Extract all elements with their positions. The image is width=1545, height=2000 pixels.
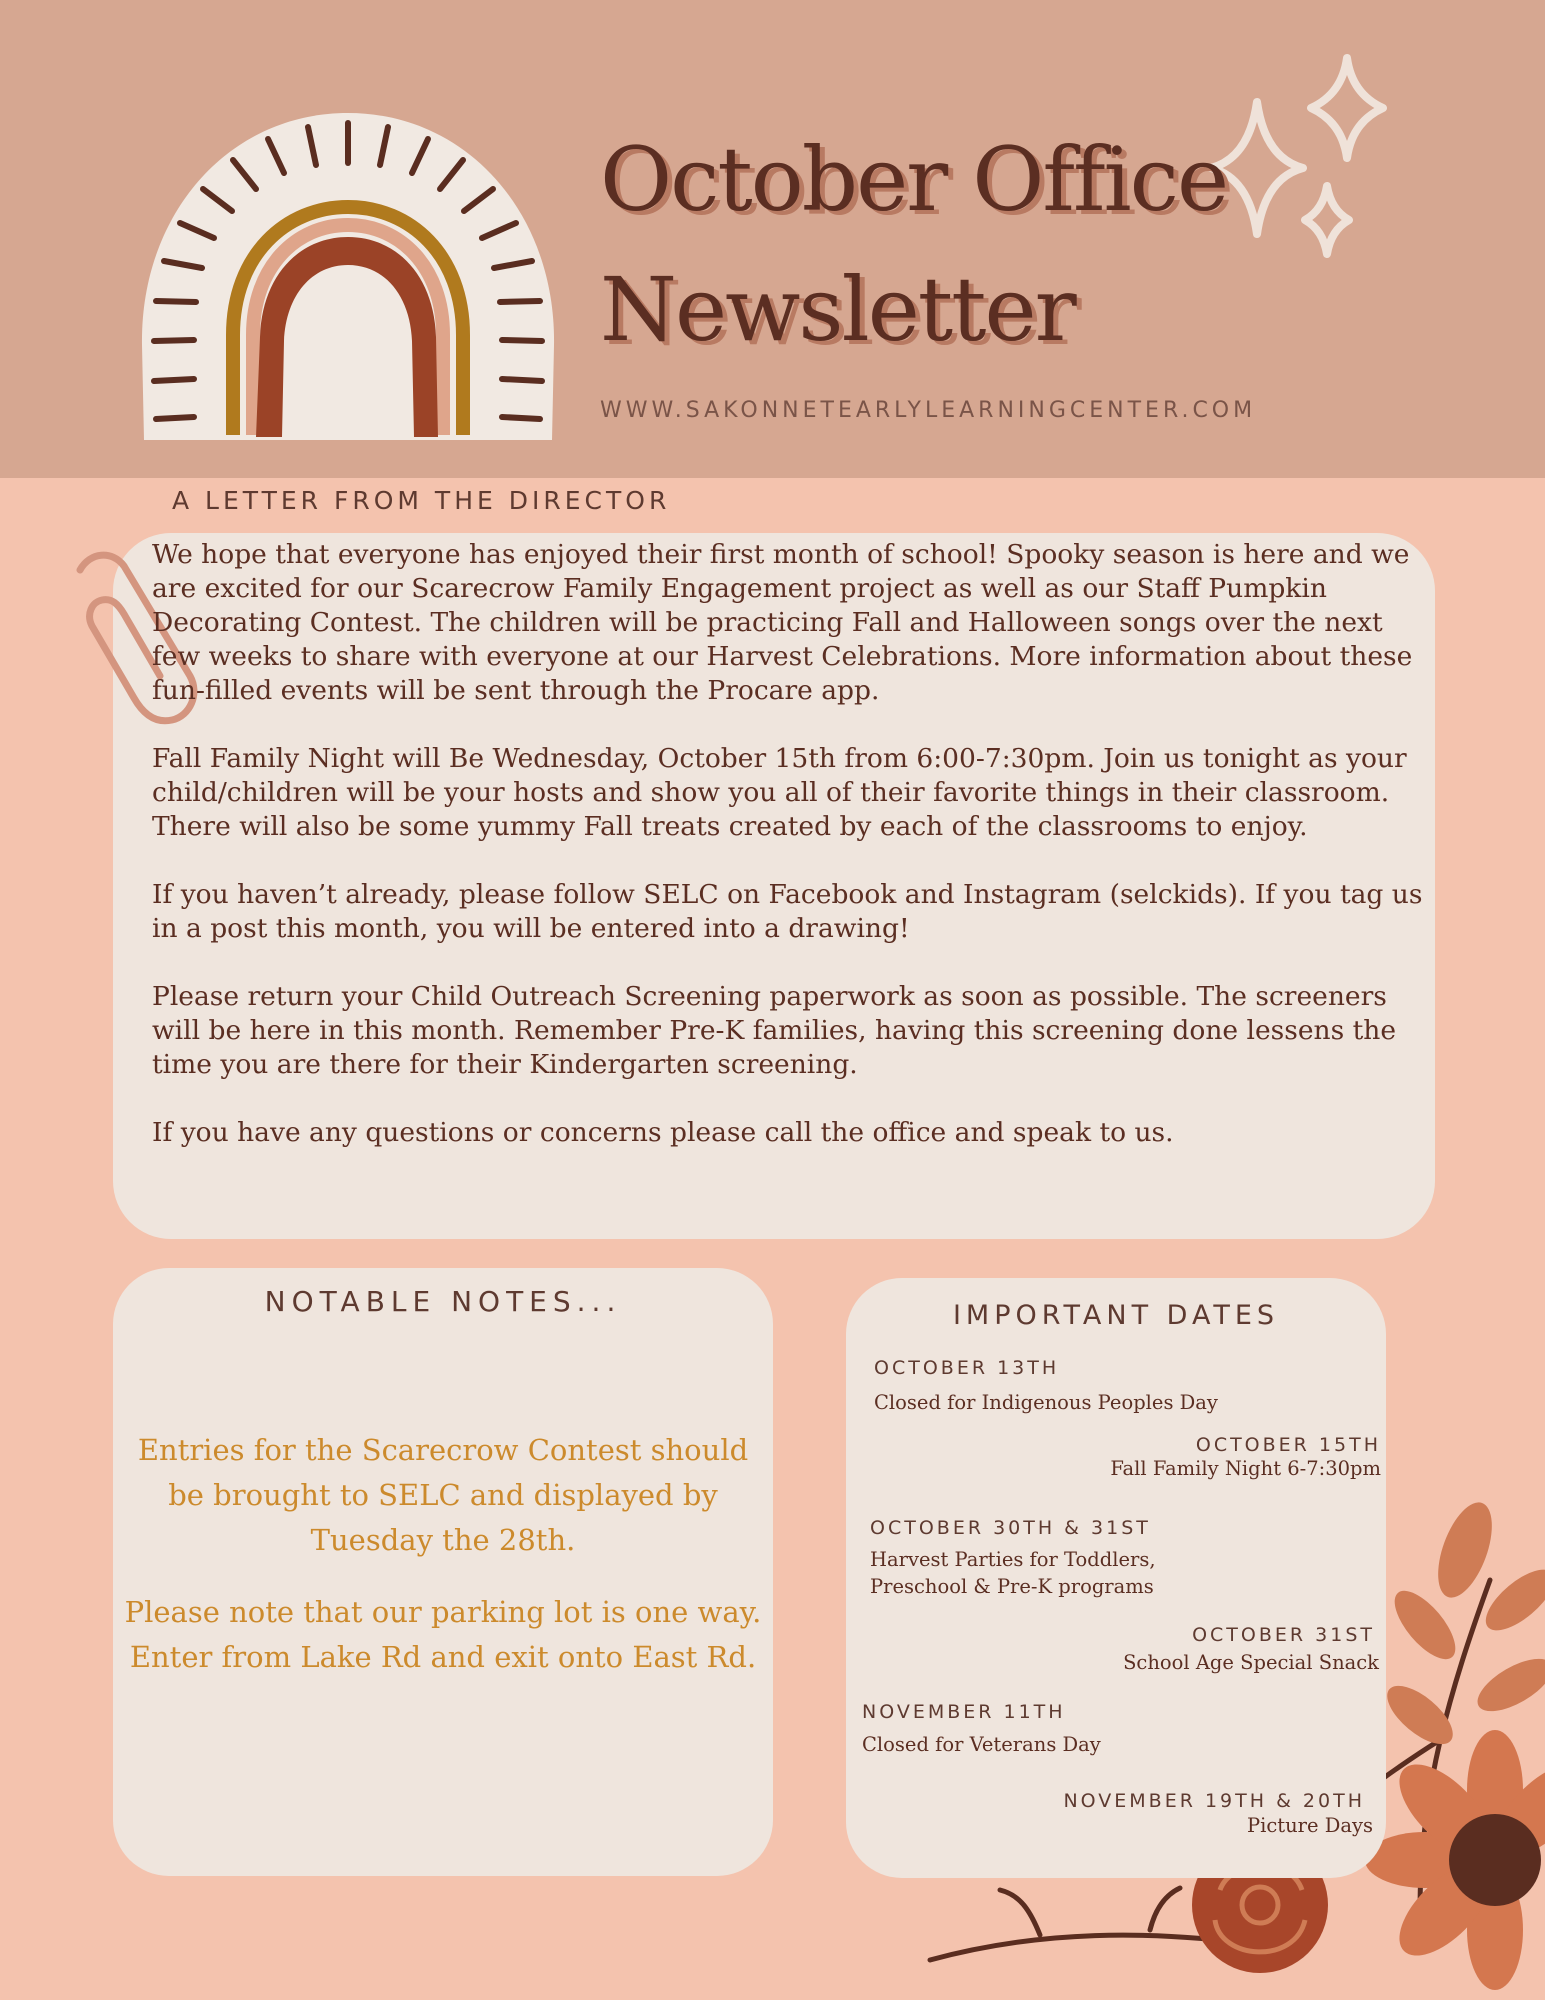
newsletter-title-line-2: Newsletter: [600, 258, 1075, 361]
date-label: OCTOBER 13TH: [874, 1357, 1060, 1379]
date-event: Closed for Veterans Day: [862, 1733, 1101, 1756]
letter-paragraph: If you haven’t already, please follow SELC on Facebook and Instagram (selckids). If you tag us in a post this month, you will be entered into a drawing!: [152, 879, 1423, 944]
note-item: Entries for the Scarecrow Contest should be brought to SELC and displayed by Tuesday the 28th.: [137, 1433, 749, 1557]
letter-paragraph: Please return your Child Outreach Screening paperwork as soon as possible. The screeners will be here in this month. Remember Pre-K families, having this screening done lessens the time you are there for their Kindergarten screening.: [152, 981, 1397, 1080]
newsletter-title-line-1: October Office: [600, 128, 1228, 231]
date-label: NOVEMBER 11TH: [862, 1701, 1066, 1723]
date-event: Fall Family Night 6-7:30pm: [1110, 1457, 1381, 1480]
date-label: OCTOBER 30TH & 31ST: [870, 1517, 1151, 1539]
notable-notes-title: NOTABLE NOTES...: [264, 1285, 622, 1318]
date-event: Harvest Parties for Toddlers,: [870, 1548, 1156, 1571]
letter-paragraph: If you have any questions or concerns please call the office and speak to us.: [152, 1117, 1174, 1148]
notable-notes-card: [113, 1268, 773, 1876]
letter-paragraph: We hope that everyone has enjoyed their first month of school! Spooky season is here and we are excited for our Scarecrow Family Engagement project as well as our Staff Pumpkin Decorating Contest. The children will be practicing Fall and Halloween songs over the next few weeks to share with everyone at our Harvest Celebrations. More information about these fun-filled events will be sent through the Procare app.: [152, 539, 1413, 706]
date-label: OCTOBER 31ST: [1192, 1624, 1375, 1646]
note-item: Please note that our parking lot is one way. Enter from Lake Rd and exit onto East Rd.: [124, 1595, 762, 1674]
rainbow-illustration: [138, 105, 558, 450]
letter-body: [152, 538, 1424, 1184]
letter-section-label: A LETTER FROM THE DIRECTOR: [172, 486, 671, 515]
important-dates-title: IMPORTANT DATES: [952, 1300, 1280, 1331]
date-event: Closed for Indigenous Peoples Day: [874, 1391, 1218, 1414]
date-label: NOVEMBER 19TH & 20TH: [1063, 1790, 1365, 1812]
letter-paragraph: Fall Family Night will Be Wednesday, October 15th from 6:00-7:30pm. Join us tonight as your child/children will be your hosts and show you all of their favorite things in their classroom. There will also be some yummy Fall treats created by each of the classrooms to enjoy.: [152, 743, 1407, 842]
website-url[interactable]: WWW.SAKONNETEARLYLEARNINGCENTER.COM: [600, 398, 1257, 423]
date-event: Picture Days: [1246, 1814, 1373, 1837]
date-event: School Age Special Snack: [1123, 1651, 1379, 1674]
date-event: Preschool & Pre-K programs: [870, 1575, 1154, 1598]
date-label: OCTOBER 15TH: [1195, 1434, 1381, 1456]
